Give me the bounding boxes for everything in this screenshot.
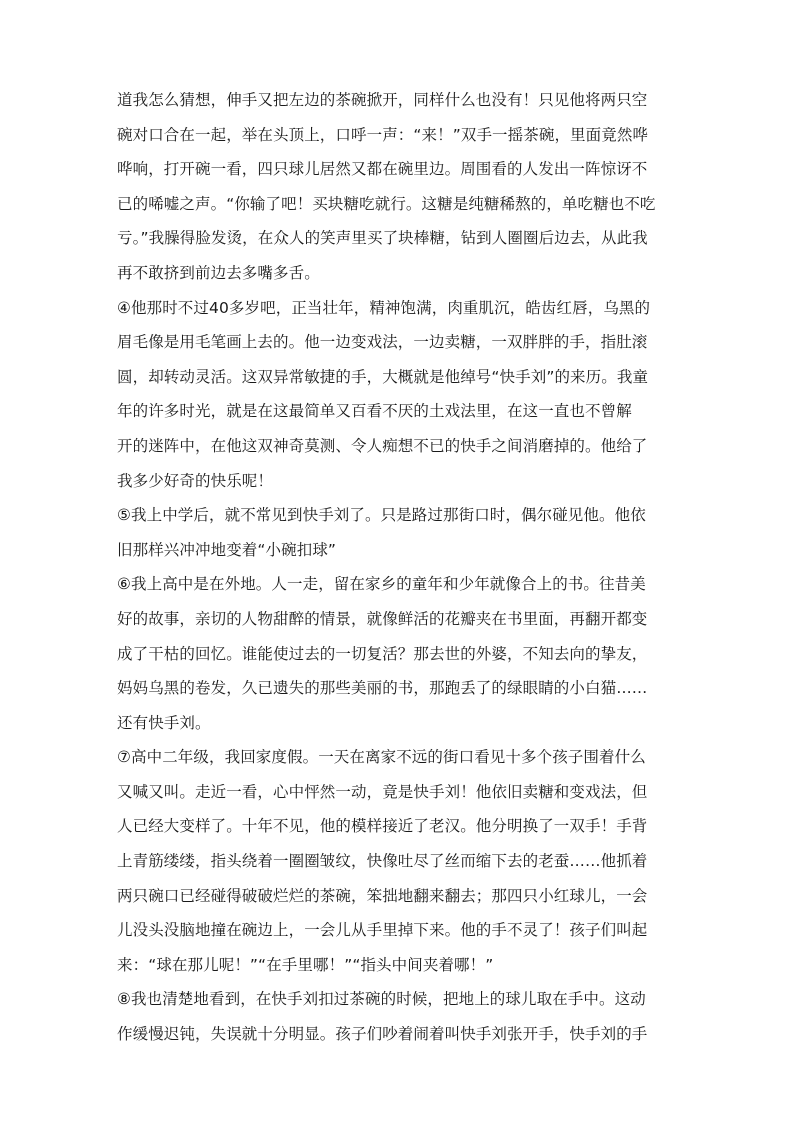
text-line: 儿没头没脑地撞在碗边上，一会儿从手里掉下来。他的手不灵了！孩子们叫起	[117, 921, 648, 940]
text-line: 两只碗口已经碰得破破烂烂的茶碗，笨拙地翻来翻去；那四只小红球儿，一会	[117, 886, 648, 905]
text-line: 道我怎么猜想，伸手又把左边的茶碗掀开，同样什么也没有！只见他将两只空	[117, 91, 648, 109]
text-line: 碗对口合在一起，举在头顶上，口呼一声：“来！”双手一摇茶碗，里面竟然哗	[117, 125, 649, 144]
text-line: 已的唏嘘之声。“你输了吧！买块糖吃就行。这糖是纯糖稀熬的，单吃糖也不吃	[117, 194, 656, 213]
paragraph-7-start: ⑦高中二年级，我回家度假。一天在离家不远的街口看见十多个孩子围着什么	[117, 748, 646, 767]
text-line: 人已经大变样了。十年不见，他的模样接近了老汉。他分明换了一双手！手背	[117, 817, 648, 836]
text-line: 成了干枯的回忆。谁能使过去的一切复活？那去世的外婆，不知去向的挚友，	[117, 644, 648, 663]
text-line: 圆，却转动灵活。这双异常敏捷的手，大概就是他绰号“快手刘”的来历。我童	[117, 367, 649, 386]
text-line: 亏。”我臊得脸发烫，在众人的笑声里买了块棒糖，钻到人圈圈后边去，从此我	[117, 229, 648, 248]
text-line: 开的迷阵中，在他这双神奇莫测、令人痴想不已的快手之间消磨掉的。他给了	[117, 436, 648, 455]
text-line: 妈妈乌黑的卷发，久已遗失的那些美丽的书，那跑丢了的绿眼睛的小白猫……	[117, 679, 648, 698]
text-line: 好的故事，亲切的人物甜醉的情景，就像鲜活的花瓣夹在书里面，再翻开都变	[117, 609, 648, 628]
paragraph-6-start: ⑥我上高中是在外地。人一走，留在家乡的童年和少年就像合上的书。往昔美	[117, 575, 646, 594]
text-line: 年的许多时光，就是在这最简单又百看不厌的土戏法里，在这一直也不曾解	[117, 402, 632, 421]
article-body	[117, 83, 679, 1052]
text-line: 眉毛像是用毛笔画上去的。他一边变戏法，一边卖糖，一双胖胖的手，指肚滚	[117, 333, 648, 352]
text-line: 上青筋缕缕，指头绕着一圈圈皱纹，快像吐尽了丝而缩下去的老蚕……他抓着	[117, 852, 648, 871]
paragraph-4-start: ④他那时不过40多岁吧，正当壮年，精神饱满，肉重肌沉，皓齿红唇，乌黑的	[117, 298, 651, 317]
paragraph-5-start: ⑤我上中学后，就不常见到快手刘了。只是路过那街口时，偶尔碰见他。他依	[117, 506, 646, 525]
text-line: 还有快手刘。	[117, 713, 211, 732]
text-line: 旧那样兴冲冲地变着“小碗扣球”	[117, 540, 337, 559]
text-line: 再不敢挤到前边去多嘴多舌。	[117, 263, 320, 282]
text-line: 哗响，打开碗一看，四只球儿居然又都在碗里边。周围看的人发出一阵惊讶不	[117, 160, 648, 179]
text-line: 我多少好奇的快乐呢！	[117, 471, 274, 490]
text-line: 作缓慢迟钝，失误就十分明显。孩子们吵着闹着叫快手刘张开手，快手刘的手	[117, 1025, 648, 1044]
paragraph-8-start: ⑧我也清楚地看到，在快手刘扣过茶碗的时候，把地上的球儿取在手中。这动	[117, 990, 646, 1009]
text-line: 来：“球在那儿呢！”“在手里哪！”“指头中间夹着哪！”	[117, 955, 494, 974]
text-line: 又喊又叫。走近一看，心中怦然一动，竟是快手刘！他依旧卖糖和变戏法，但	[117, 782, 648, 801]
